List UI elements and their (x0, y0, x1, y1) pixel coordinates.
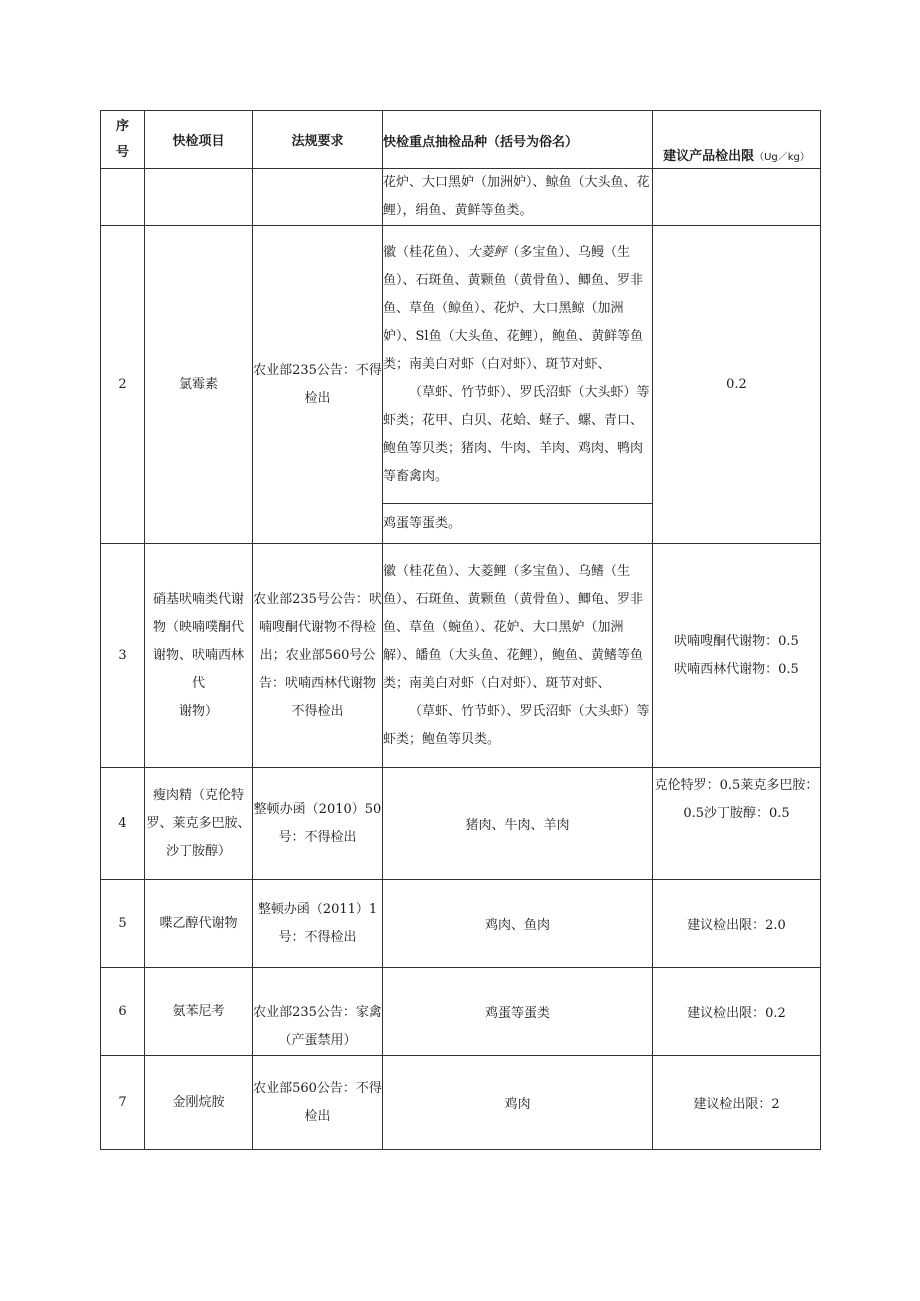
residue-limits-table (100, 110, 821, 1150)
cell-law: 整顿办函（2010）50号：不得检出 (253, 768, 383, 880)
cell-law: 整顿办函（2011）1号：不得检出 (253, 880, 383, 968)
table-header-row (101, 111, 821, 169)
cell-item: 金刚烷胺 (145, 1056, 253, 1150)
cell-seq: 3 (101, 544, 145, 768)
table-row (101, 768, 821, 880)
table-row (101, 880, 821, 968)
cell-limit: 0.2 (653, 226, 821, 544)
cell-law: 农业部235号公告：吠喃嗖酮代谢物不得检出；农业部560号公告：吠喃西林代谢物不得检出 (253, 544, 383, 768)
cell-limit: 建议检出限：2.0 (653, 880, 821, 968)
cell-seq: 5 (101, 880, 145, 968)
cell-limit: 吠喃嗖酮代谢物：0.5 吠喃西林代谢物：0.5 (653, 544, 821, 768)
header-species: 快检重点抽检品种（括号为俗名） (383, 111, 653, 169)
cell-seq: 7 (101, 1056, 145, 1150)
table-row (101, 968, 821, 1056)
cell-species: 鸡肉、鱼肉 (383, 880, 653, 968)
cell-item: 喋乙醇代谢物 (145, 880, 253, 968)
cell-limit (653, 169, 821, 226)
cell-item (145, 169, 253, 226)
table-row (101, 226, 821, 504)
cell-law (253, 169, 383, 226)
cell-species: 徽（桂花鱼）、大菱鲆（多宝鱼）、乌鳗（生鱼）、石斑鱼、黄颗鱼（黄骨鱼）、鲫鱼、罗非鱼、草鱼（鲸鱼）、花炉、大口黑鲸（加洲妒）、Sl鱼（大头鱼、花鲤），鲍鱼、黄鲜等鱼类；南美白对虾（白对虾）、斑节对虾、 （草虾、竹节虾）、罗氏沼虾（大头虾）等虾类；花甲、白贝、花蛤、蛏子、螺、青口、鲍鱼等贝类；猪肉、牛肉、羊肉、鸡肉、鸭肉等畜禽肉。 (383, 226, 653, 504)
cell-seq (101, 169, 145, 226)
header-seq: 序 号 (101, 111, 145, 169)
cell-law: 农业部560公告：不得检出 (253, 1056, 383, 1150)
cell-item: 氨苯尼考 (145, 968, 253, 1056)
cell-law: 农业部235公告：家禽（产蛋禁用） (253, 968, 383, 1056)
cell-item: 硝基吠喃类代谢 物（映喃噗酮代 谢物、吠喃西林 代 谢物） (145, 544, 253, 768)
cell-species-eggs: 鸡蛋等蛋类。 (383, 504, 653, 544)
cell-species: 鸡蛋等蛋类 (383, 968, 653, 1056)
cell-seq: 4 (101, 768, 145, 880)
cell-limit: 克伦特罗：0.5莱克多巴胺：0.5沙丁胺醇：0.5 (653, 768, 821, 880)
cell-species: 猪肉、牛肉、羊肉 (383, 768, 653, 880)
cell-species: 徽（桂花鱼）、大菱鲤（多宝鱼）、乌鳍（生鱼）、石斑鱼、黄颗鱼（黄骨鱼）、鲫龟、罗非鱼、草鱼（蜿鱼）、花妒、大口黑妒（加洲解）、皤鱼（大头鱼、花鲤），鲍鱼、黄鳍等鱼类；南美白对虾（白对虾）、斑节对虾、 （草虾、竹节虾）、罗氏沼虾（大头虾）等虾类；鲍鱼等贝类。 (383, 544, 653, 768)
cell-item: 氯霉素 (145, 226, 253, 544)
header-limit: 建议产品检出限（Ug／kg） (653, 111, 821, 169)
header-item: 快检项目 (145, 111, 253, 169)
cell-species: 鸡肉 (383, 1056, 653, 1150)
header-law: 法规要求 (253, 111, 383, 169)
cell-seq: 6 (101, 968, 145, 1056)
cell-item: 瘦肉精（克伦特罗、莱克多巴胺、沙丁胺醇） (145, 768, 253, 880)
table-row (101, 169, 821, 226)
table-row (101, 1056, 821, 1150)
cell-law: 农业部235公告：不得检出 (253, 226, 383, 544)
cell-limit: 建议检出限：2 (653, 1056, 821, 1150)
cell-limit: 建议检出限：0.2 (653, 968, 821, 1056)
cell-seq: 2 (101, 226, 145, 544)
cell-species: 花炉、大口黑妒（加洲妒）、鲸鱼（大头鱼、花鲤），绢鱼、黄鲜等鱼类。 (383, 169, 653, 226)
table-row (101, 544, 821, 768)
